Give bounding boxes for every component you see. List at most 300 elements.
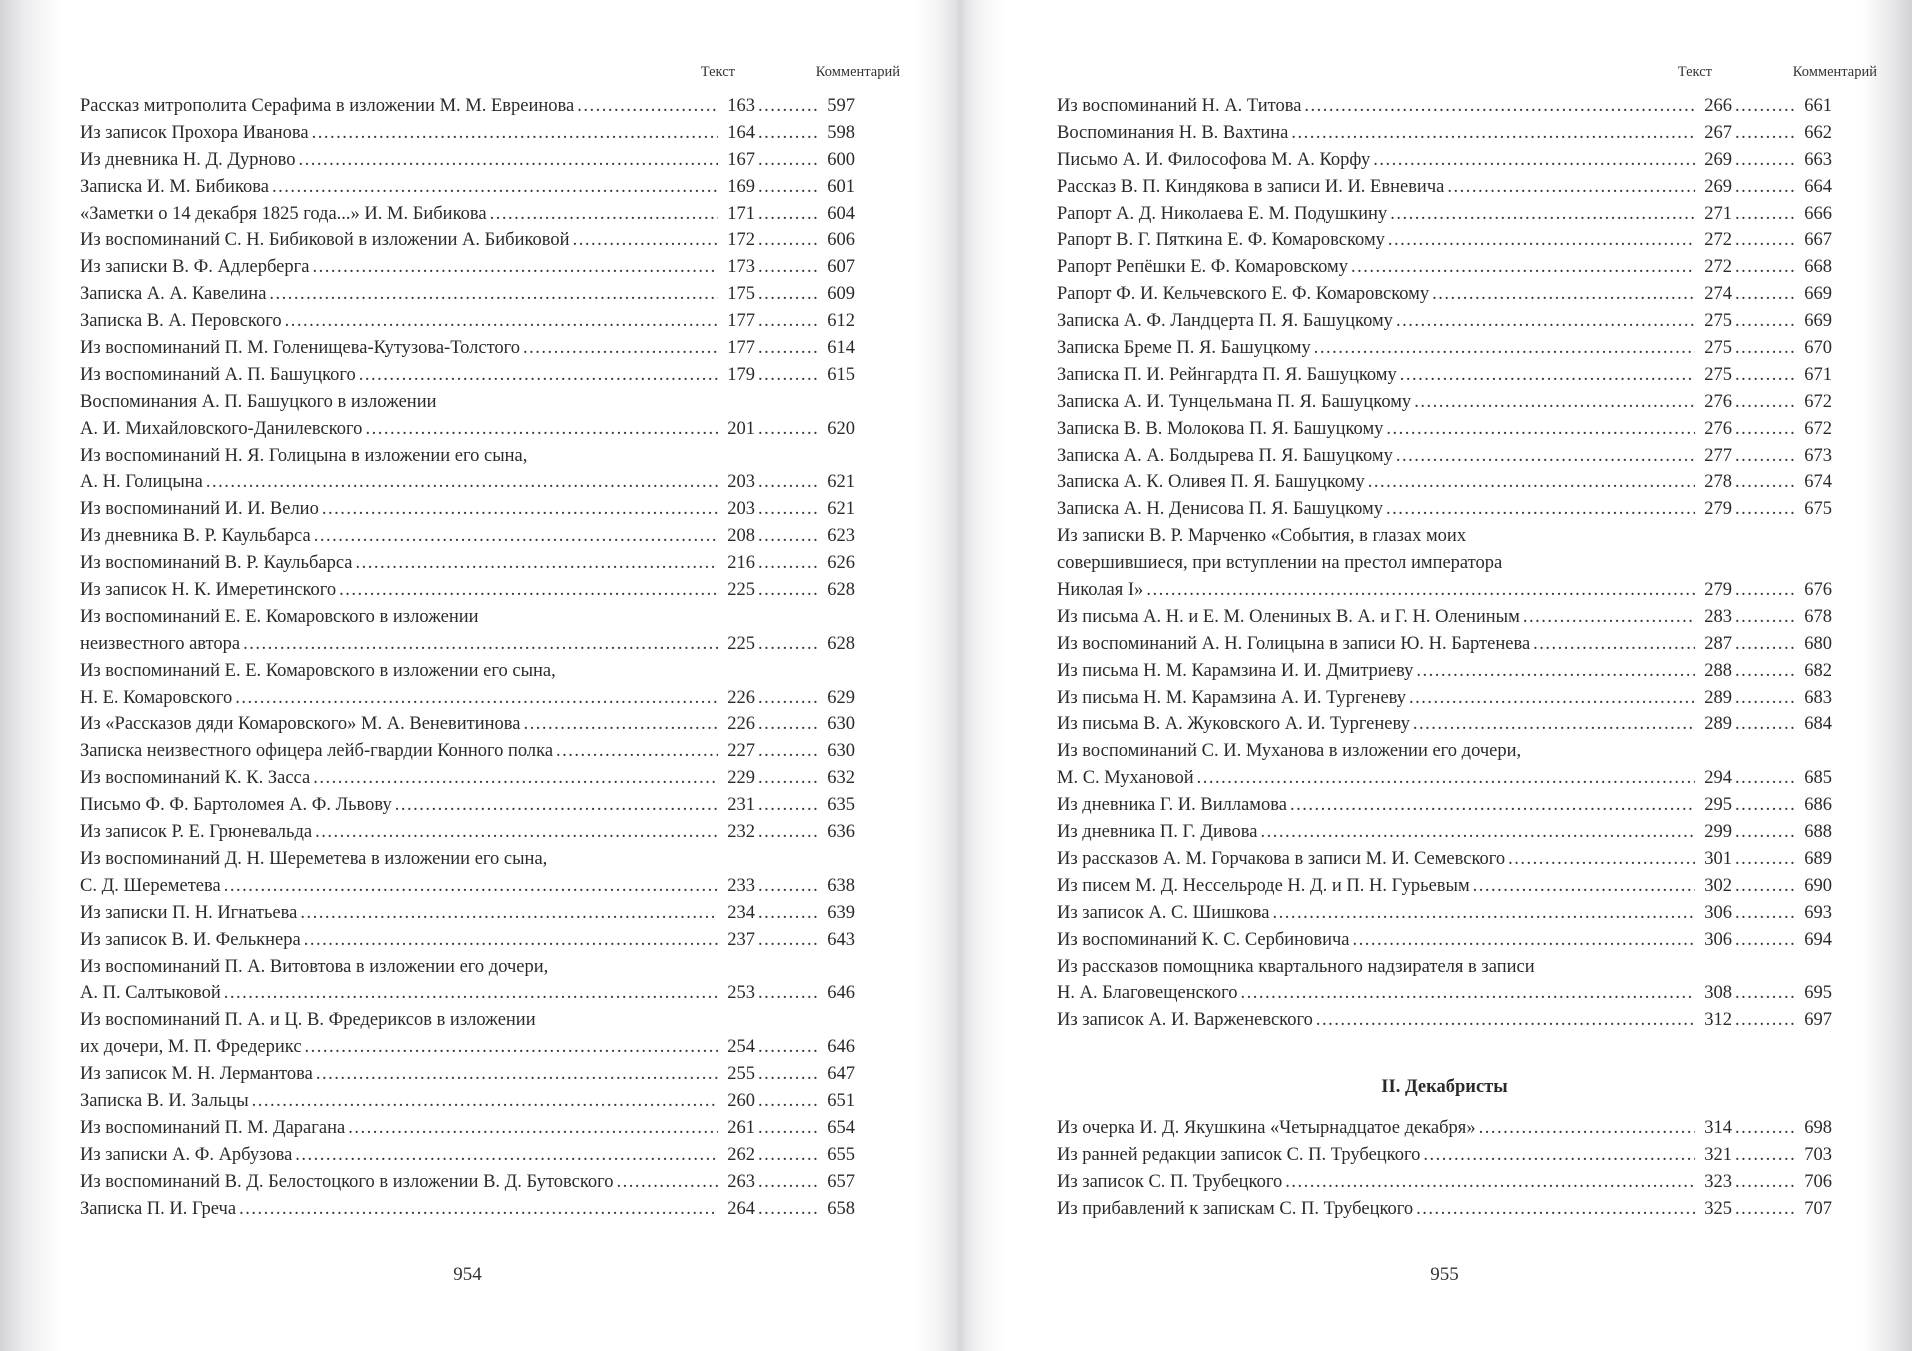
commentary-page-number: 663 <box>1804 149 1832 170</box>
commentary-page-number: 621 <box>827 499 855 520</box>
dot-leader <box>316 1061 718 1088</box>
entry-title: Из записки П. Н. Игнатьева <box>80 902 298 923</box>
toc-entry[interactable] <box>80 281 855 308</box>
toc-entry[interactable] <box>80 201 855 228</box>
toc-entry[interactable] <box>80 1061 855 1088</box>
toc-entry[interactable] <box>80 1034 855 1061</box>
text-page-number: 177 <box>727 338 755 359</box>
dot-leader <box>490 201 718 228</box>
toc-entry[interactable] <box>1057 496 1832 523</box>
entry-title: Воспоминания Н. В. Вахтина <box>1057 122 1289 143</box>
toc-entry[interactable] <box>1057 362 1832 389</box>
dot-leader <box>758 550 818 577</box>
dot-leader <box>758 335 818 362</box>
dot-leader <box>1373 147 1695 174</box>
dot-leader <box>1146 577 1695 604</box>
dot-leader <box>269 281 718 308</box>
entry-title: Из записок Прохора Иванова <box>80 122 309 143</box>
dot-leader <box>395 792 718 819</box>
toc-entry[interactable] <box>1057 900 1832 927</box>
dot-leader <box>758 254 818 281</box>
toc-entry[interactable] <box>80 174 855 201</box>
text-page-number: 234 <box>727 902 755 923</box>
text-page-number: 321 <box>1704 1144 1732 1165</box>
commentary-page-number: 638 <box>827 875 855 896</box>
dot-leader <box>1735 658 1795 685</box>
entry-title: Из письма А. Н. и Е. М. Олениных В. А. и Г. Н. Олениным <box>1057 606 1520 627</box>
dot-leader <box>1735 819 1795 846</box>
entry-title: Из письма Н. М. Карамзина И. И. Дмитриеву <box>1057 660 1414 681</box>
dot-leader <box>314 523 718 550</box>
commentary-page-number: 674 <box>1804 472 1832 493</box>
entry-title: Из письма В. А. Жуковского А. И. Тургеневу <box>1057 714 1410 735</box>
entry-title: Записка И. М. Бибикова <box>80 176 269 197</box>
text-page-number: 275 <box>1704 311 1732 332</box>
column-headers <box>80 64 900 84</box>
dot-leader <box>1285 1169 1695 1196</box>
commentary-page-number: 646 <box>827 1037 855 1058</box>
commentary-page-number: 629 <box>827 687 855 708</box>
dot-leader <box>304 927 718 954</box>
toc-entry[interactable] <box>1057 631 1832 658</box>
right-page <box>1057 0 1877 1351</box>
entry-title: Рапорт В. Г. Пяткина Е. Ф. Комаровскому <box>1057 230 1385 251</box>
toc-entry[interactable] <box>1057 604 1832 631</box>
entry-title: Записка В. В. Молокова П. Я. Башуцкому <box>1057 418 1384 439</box>
dot-leader <box>758 201 818 228</box>
dot-leader <box>758 308 818 335</box>
dot-leader <box>1735 927 1795 954</box>
toc-entry[interactable] <box>80 980 855 1007</box>
toc-entry[interactable] <box>80 927 855 954</box>
toc-entry[interactable] <box>80 227 855 254</box>
entry-title-line: Из воспоминаний Е. Е. Комаровского в изложении его сына, <box>80 660 556 681</box>
toc-entry[interactable] <box>1057 469 1832 496</box>
commentary-page-number: 623 <box>827 526 855 547</box>
dot-leader <box>272 174 718 201</box>
page-number: 955 <box>1430 1264 1459 1285</box>
text-page-number: 306 <box>1704 929 1732 950</box>
commentary-page-number: 676 <box>1804 580 1832 601</box>
toc-entry[interactable] <box>1057 281 1832 308</box>
entry-title: Записка А. К. Оливея П. Я. Башуцкому <box>1057 472 1365 493</box>
text-page-number: 237 <box>727 929 755 950</box>
entry-title: Из дневника Г. И. Вилламова <box>1057 795 1287 816</box>
text-page-number: 264 <box>727 1198 755 1219</box>
toc-entry[interactable] <box>1057 416 1832 443</box>
toc-entry[interactable] <box>1057 792 1832 819</box>
text-page-number: 267 <box>1704 122 1732 143</box>
toc-entry[interactable] <box>80 120 855 147</box>
text-page-number: 279 <box>1704 580 1732 601</box>
dot-leader <box>1386 496 1695 523</box>
dot-leader <box>365 416 718 443</box>
text-page-number: 208 <box>727 526 755 547</box>
toc-entry[interactable] <box>1057 873 1832 900</box>
text-page-number: 262 <box>727 1144 755 1165</box>
dot-leader <box>206 469 718 496</box>
dot-leader <box>1735 1196 1795 1223</box>
toc-entry[interactable] <box>80 819 855 846</box>
text-page-number: 263 <box>727 1171 755 1192</box>
commentary-page-number: 630 <box>827 741 855 762</box>
entry-title: Из воспоминаний Н. А. Титова <box>1057 96 1302 116</box>
text-page-number: 279 <box>1704 499 1732 520</box>
toc-entry[interactable] <box>80 1169 855 1196</box>
toc-entry[interactable] <box>80 416 855 443</box>
dot-leader <box>1735 308 1795 335</box>
toc-entry[interactable] <box>80 496 855 523</box>
entry-title-line: Воспоминания А. П. Башуцкого в изложении <box>80 391 437 412</box>
toc-entry[interactable] <box>80 362 855 389</box>
page-edge-left <box>0 0 60 1351</box>
entry-title-line: Из рассказов помощника квартального надзирателя в записи <box>1057 956 1535 977</box>
entry-title: Н. А. Благовещенского <box>1057 983 1238 1004</box>
commentary-page-number: 632 <box>827 768 855 789</box>
commentary-page-number: 673 <box>1804 445 1832 466</box>
text-page-number: 302 <box>1704 875 1732 896</box>
toc-entry[interactable] <box>1057 765 1832 792</box>
dot-leader <box>1735 254 1795 281</box>
dot-leader <box>758 1169 818 1196</box>
entry-title: Записка П. И. Рейнгардта П. Я. Башуцкому <box>1057 364 1397 385</box>
toc-entry-line <box>1057 523 1832 550</box>
toc-entry-line <box>80 389 855 416</box>
commentary-page-number: 669 <box>1804 284 1832 305</box>
toc-entry[interactable] <box>80 308 855 335</box>
text-page-number: 172 <box>727 230 755 251</box>
toc-entry[interactable] <box>80 93 855 120</box>
commentary-page-number: 689 <box>1804 848 1832 869</box>
commentary-page-number: 671 <box>1804 364 1832 385</box>
text-page-number: 167 <box>727 149 755 170</box>
dot-leader <box>1735 201 1795 228</box>
text-page-number: 299 <box>1704 822 1732 843</box>
commentary-page-number: 609 <box>827 284 855 305</box>
toc-entry[interactable] <box>80 873 855 900</box>
dot-leader <box>1735 443 1795 470</box>
text-page-number: 301 <box>1704 848 1732 869</box>
entry-title: Из записок Н. К. Имеретинского <box>80 580 337 601</box>
commentary-page-number: 688 <box>1804 822 1832 843</box>
toc-entry[interactable] <box>1057 927 1832 954</box>
commentary-page-number: 670 <box>1804 338 1832 359</box>
dot-leader <box>1386 416 1695 443</box>
toc-entry[interactable] <box>1057 1007 1832 1034</box>
dot-leader <box>1735 765 1795 792</box>
commentary-page-number: 621 <box>827 472 855 493</box>
toc-entry[interactable] <box>1057 819 1832 846</box>
dot-leader <box>758 873 818 900</box>
entry-title: Из «Рассказов дяди Комаровского» М. А. Веневитинова <box>80 714 521 735</box>
dot-leader <box>224 873 718 900</box>
entry-title: Из воспоминаний С. Н. Бибиковой в изложении А. Бибиковой <box>80 230 570 251</box>
toc-list <box>80 93 855 1222</box>
dot-leader <box>1735 227 1795 254</box>
entry-title: Из письма Н. М. Карамзина А. И. Тургеневу <box>1057 687 1407 708</box>
dot-leader <box>1735 1142 1795 1169</box>
dot-leader <box>758 147 818 174</box>
dot-leader <box>1735 792 1795 819</box>
dot-leader <box>1533 631 1695 658</box>
dot-leader <box>577 93 718 120</box>
commentary-page-number: 683 <box>1804 687 1832 708</box>
dot-leader <box>758 469 818 496</box>
toc-entry[interactable] <box>80 335 855 362</box>
entry-title: их дочери, М. П. Фредерикс <box>80 1037 302 1058</box>
dot-leader <box>1351 254 1695 281</box>
toc-entry[interactable] <box>80 738 855 765</box>
toc-entry[interactable] <box>1057 389 1832 416</box>
commentary-page-number: 707 <box>1804 1198 1832 1219</box>
dot-leader <box>1735 631 1795 658</box>
toc-entry[interactable] <box>80 469 855 496</box>
column-header-text: Текст <box>700 64 735 80</box>
entry-title: С. Д. Шереметева <box>80 875 221 896</box>
toc-entry[interactable] <box>1057 120 1832 147</box>
text-page-number: 306 <box>1704 902 1732 923</box>
commentary-page-number: 607 <box>827 257 855 278</box>
text-page-number: 295 <box>1704 795 1732 816</box>
commentary-page-number: 682 <box>1804 660 1832 681</box>
toc-entry-line <box>80 1007 855 1034</box>
dot-leader <box>285 308 718 335</box>
commentary-page-number: 651 <box>827 1090 855 1111</box>
toc-entry[interactable] <box>1057 201 1832 228</box>
text-page-number: 169 <box>727 176 755 197</box>
commentary-page-number: 654 <box>827 1117 855 1138</box>
page-number: 954 <box>453 1264 482 1285</box>
text-page-number: 163 <box>727 96 755 116</box>
entry-title: Записка П. И. Греча <box>80 1198 237 1219</box>
dot-leader <box>758 711 818 738</box>
entry-title: Николая I» <box>1057 580 1144 601</box>
text-page-number: 269 <box>1704 149 1732 170</box>
dot-leader <box>322 496 718 523</box>
toc-entry[interactable] <box>80 1142 855 1169</box>
dot-leader <box>758 980 818 1007</box>
dot-leader <box>299 147 718 174</box>
toc-entry[interactable] <box>1057 685 1832 712</box>
toc-entry-line <box>80 954 855 981</box>
entry-title-line: совершившиеся, при вступлении на престол императора <box>1057 553 1503 574</box>
commentary-page-number: 667 <box>1804 230 1832 251</box>
commentary-page-number: 604 <box>827 203 855 224</box>
entry-title-line: Из воспоминаний П. А. и Ц. В. Фредериксов в изложении <box>80 1010 536 1031</box>
entry-title: Из воспоминаний А. Н. Голицына в записи Ю. Н. Бартенева <box>1057 633 1531 654</box>
toc-entry[interactable] <box>1057 227 1832 254</box>
dot-leader <box>758 765 818 792</box>
toc-entry[interactable] <box>80 1115 855 1142</box>
toc-entry[interactable] <box>1057 1142 1832 1169</box>
dot-leader <box>1735 711 1795 738</box>
toc-entry-line <box>80 604 855 631</box>
toc-entry[interactable] <box>80 792 855 819</box>
dot-leader <box>1735 1115 1795 1142</box>
toc-entry[interactable] <box>80 900 855 927</box>
dot-leader <box>758 1196 818 1223</box>
toc-entry[interactable] <box>1057 147 1832 174</box>
dot-leader <box>1390 201 1695 228</box>
commentary-page-number: 668 <box>1804 257 1832 278</box>
toc-entry[interactable] <box>1057 1115 1832 1142</box>
dot-leader <box>758 416 818 443</box>
commentary-page-number: 628 <box>827 633 855 654</box>
commentary-page-number: 666 <box>1804 203 1832 224</box>
toc-entry[interactable] <box>1057 577 1832 604</box>
dot-leader <box>1735 389 1795 416</box>
commentary-page-number: 615 <box>827 364 855 385</box>
toc-entry[interactable] <box>1057 93 1832 120</box>
toc-entry[interactable] <box>1057 658 1832 685</box>
dot-leader <box>523 335 718 362</box>
dot-leader <box>1353 927 1696 954</box>
entry-title: Записка В. И. Зальцы <box>80 1090 249 1111</box>
toc-entry[interactable] <box>80 1196 855 1223</box>
toc-list <box>1057 93 1832 1222</box>
dot-leader <box>758 496 818 523</box>
text-page-number: 179 <box>727 364 755 385</box>
commentary-page-number: 598 <box>827 122 855 143</box>
dot-leader <box>524 711 719 738</box>
entry-title: Рапорт Репёшки Е. Ф. Комаровскому <box>1057 257 1349 278</box>
commentary-page-number: 647 <box>827 1064 855 1085</box>
entry-title: Письмо А. И. Философова М. А. Корфу <box>1057 149 1371 170</box>
toc-entry[interactable] <box>80 711 855 738</box>
dot-leader <box>1735 335 1795 362</box>
entry-title: Записка А. А. Кавелина <box>80 284 267 305</box>
toc-entry[interactable] <box>1057 443 1832 470</box>
commentary-page-number: 597 <box>827 96 855 116</box>
entry-title: Из воспоминаний В. Д. Белостоцкого в изложении В. Д. Бутовского <box>80 1171 614 1192</box>
dot-leader <box>1735 900 1795 927</box>
text-page-number: 173 <box>727 257 755 278</box>
toc-entry[interactable] <box>1057 174 1832 201</box>
entry-title: Записка А. Н. Денисова П. Я. Башуцкому <box>1057 499 1383 520</box>
commentary-page-number: 703 <box>1804 1144 1832 1165</box>
entry-title: неизвестного автора <box>80 633 241 654</box>
dot-leader <box>758 174 818 201</box>
entry-title-line: Из воспоминаний С. И. Муханова в изложении его дочери, <box>1057 741 1522 762</box>
toc-entry[interactable] <box>1057 335 1832 362</box>
text-page-number: 227 <box>727 741 755 762</box>
text-page-number: 276 <box>1704 391 1732 412</box>
entry-title: Рассказ В. П. Киндякова в записи И. И. Евневича <box>1057 176 1445 197</box>
text-page-number: 272 <box>1704 230 1732 251</box>
text-page-number: 225 <box>727 580 755 601</box>
dot-leader <box>1523 604 1695 631</box>
toc-entry[interactable] <box>1057 308 1832 335</box>
dot-leader <box>1272 900 1695 927</box>
toc-entry[interactable] <box>1057 1196 1832 1223</box>
toc-entry[interactable] <box>80 523 855 550</box>
toc-entry[interactable] <box>80 765 855 792</box>
text-page-number: 203 <box>727 499 755 520</box>
entry-title-line: Из воспоминаний П. А. Витовтова в изложении его дочери, <box>80 956 549 977</box>
dot-leader <box>1260 819 1695 846</box>
dot-leader <box>758 1034 818 1061</box>
text-page-number: 201 <box>727 418 755 439</box>
dot-leader <box>1416 658 1695 685</box>
text-page-number: 177 <box>727 311 755 332</box>
toc-entry[interactable] <box>1057 711 1832 738</box>
toc-entry[interactable] <box>80 550 855 577</box>
entry-title: «Заметки о 14 декабря 1825 года...» И. М. Бибикова <box>80 203 487 224</box>
text-page-number: 294 <box>1704 768 1732 789</box>
dot-leader <box>1432 281 1695 308</box>
entry-title: Н. Е. Комаровского <box>80 687 233 708</box>
entry-title: Из записок С. П. Трубецкого <box>1057 1171 1283 1192</box>
toc-entry[interactable] <box>80 685 855 712</box>
book-gutter <box>915 0 1005 1351</box>
commentary-page-number: 646 <box>827 983 855 1004</box>
entry-title: Из воспоминаний П. М. Голенищева-Кутузова-Толстого <box>80 338 521 359</box>
text-page-number: 229 <box>727 768 755 789</box>
text-page-number: 232 <box>727 822 755 843</box>
toc-entry[interactable] <box>1057 1169 1832 1196</box>
dot-leader <box>1735 1007 1795 1034</box>
text-page-number: 226 <box>727 714 755 735</box>
toc-entry[interactable] <box>80 147 855 174</box>
text-page-number: 225 <box>727 633 755 654</box>
text-page-number: 254 <box>727 1037 755 1058</box>
dot-leader <box>758 819 818 846</box>
commentary-page-number: 685 <box>1804 768 1832 789</box>
entry-title: Рапорт Ф. И. Кельчевского Е. Ф. Комаровскому <box>1057 284 1430 305</box>
toc-entry[interactable] <box>1057 254 1832 281</box>
dot-leader <box>300 900 718 927</box>
dot-leader <box>1735 980 1795 1007</box>
dot-leader <box>243 631 718 658</box>
entry-title: Из очерка И. Д. Якушкина «Четырнадцатое декабря» <box>1057 1117 1476 1138</box>
toc-entry-line <box>80 658 855 685</box>
dot-leader <box>1314 335 1695 362</box>
toc-entry[interactable] <box>80 254 855 281</box>
toc-entry[interactable] <box>1057 980 1832 1007</box>
section-heading: II. Декабристы <box>1381 1077 1508 1098</box>
dot-leader <box>758 900 818 927</box>
toc-entry[interactable] <box>1057 846 1832 873</box>
dot-leader <box>758 362 818 389</box>
text-page-number: 278 <box>1704 472 1732 493</box>
entry-title: Из воспоминаний П. М. Дарагана <box>80 1117 346 1138</box>
dot-leader <box>1423 1142 1695 1169</box>
toc-entry[interactable] <box>80 1088 855 1115</box>
dot-leader <box>1735 1169 1795 1196</box>
text-page-number: 271 <box>1704 203 1732 224</box>
toc-entry[interactable] <box>80 631 855 658</box>
dot-leader <box>758 1142 818 1169</box>
commentary-page-number: 684 <box>1804 714 1832 735</box>
entry-title: Из воспоминаний В. Р. Каульбарса <box>80 553 353 574</box>
dot-leader <box>758 738 818 765</box>
dot-leader <box>313 765 718 792</box>
commentary-page-number: 643 <box>827 929 855 950</box>
dot-leader <box>252 1088 718 1115</box>
text-page-number: 255 <box>727 1064 755 1085</box>
dot-leader <box>758 120 818 147</box>
dot-leader <box>239 1196 718 1223</box>
commentary-page-number: 612 <box>827 311 855 332</box>
dot-leader <box>1473 873 1695 900</box>
toc-entry[interactable] <box>80 577 855 604</box>
text-page-number: 275 <box>1704 338 1732 359</box>
dot-leader <box>1396 308 1695 335</box>
column-headers <box>1057 64 1877 84</box>
entry-title: Записка А. Ф. Ландцерта П. Я. Башуцкому <box>1057 311 1393 332</box>
entry-title: Из воспоминаний А. П. Башуцкого <box>80 364 356 385</box>
text-page-number: 269 <box>1704 176 1732 197</box>
